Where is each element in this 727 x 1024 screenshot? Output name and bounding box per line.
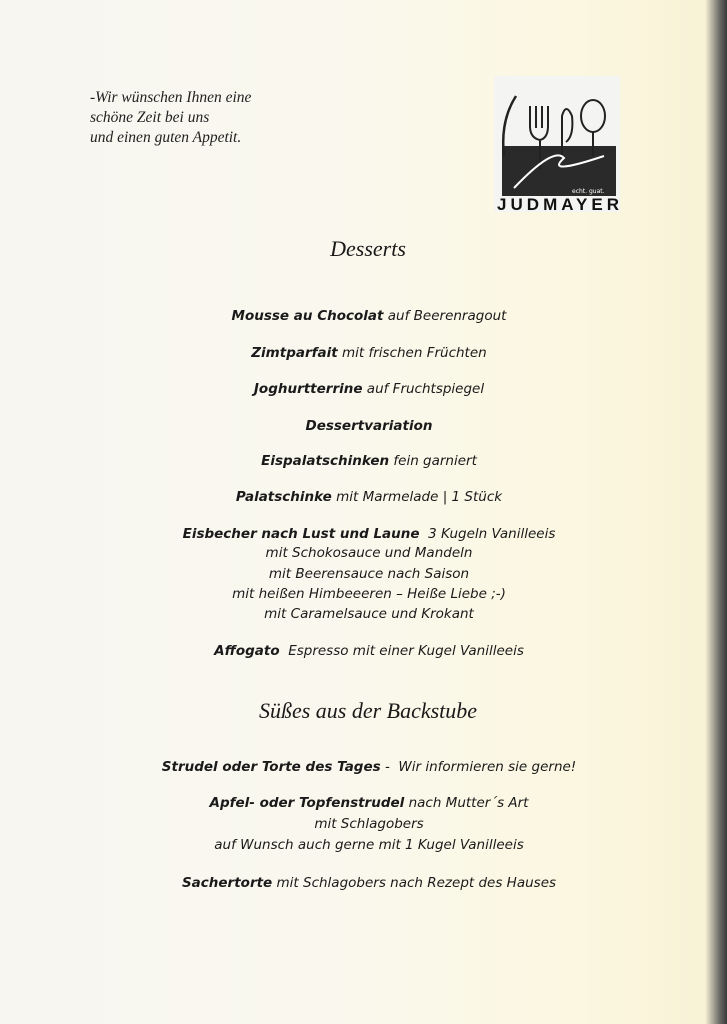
menu-item-option: mit Beerensauce nach Saison	[268, 566, 470, 582]
cutlery-logo-icon	[494, 76, 620, 212]
menu-item: Joghurtterrine auf Fruchtspiegel	[253, 381, 485, 397]
svg-text:JUDMAYER: JUDMAYER	[497, 195, 619, 212]
menu-item: Apfel- oder Topfenstrudel nach Mutter´s Art	[209, 795, 529, 811]
menu-item: Zimtparfait mit frischen Früchten	[251, 345, 487, 361]
section-title: Desserts	[330, 236, 406, 261]
menu-item: Sachertorte mit Schlagobers nach Rezept des Hauses	[181, 875, 557, 891]
greeting-line: -Wir wünschen Ihnen eine	[90, 89, 252, 106]
menu-item: Mousse au Chocolat auf Beerenragout	[231, 308, 507, 324]
menu-item: Strudel oder Torte des Tages - Wir informieren sie gerne!	[161, 759, 577, 775]
menu-item: Affogato Espresso mit einer Kugel Vanilleeis	[214, 643, 524, 659]
menu-item: Palatschinke mit Marmelade | 1 Stück	[235, 489, 503, 505]
greeting-line: und einen guten Appetit.	[90, 129, 242, 146]
menu-item-option: mit Schlagobers	[314, 816, 424, 832]
greeting-line: schöne Zeit bei uns	[90, 109, 210, 126]
judmayer-logo	[494, 76, 620, 212]
menu-item-option: mit Caramelsauce und Krokant	[264, 606, 474, 622]
menu-item-option: auf Wunsch auch gerne mit 1 Kugel Vanilleeis	[214, 837, 524, 853]
greeting	[90, 88, 251, 148]
menu-item: Eispalatschinken fein garniert	[261, 453, 477, 469]
menu-item: Eisbecher nach Lust und Laune 3 Kugeln Vanilleeis	[182, 526, 556, 542]
menu-item-option: mit heißen Himbeeeren – Heiße Liebe ;-)	[232, 586, 506, 602]
menu-item-option: mit Schokosauce und Mandeln	[265, 545, 473, 561]
menu-item: Dessertvariation	[305, 418, 433, 434]
section-title: Süßes aus der Backstube	[258, 698, 478, 723]
svg-text:echt. guat.: echt. guat.	[572, 188, 605, 195]
